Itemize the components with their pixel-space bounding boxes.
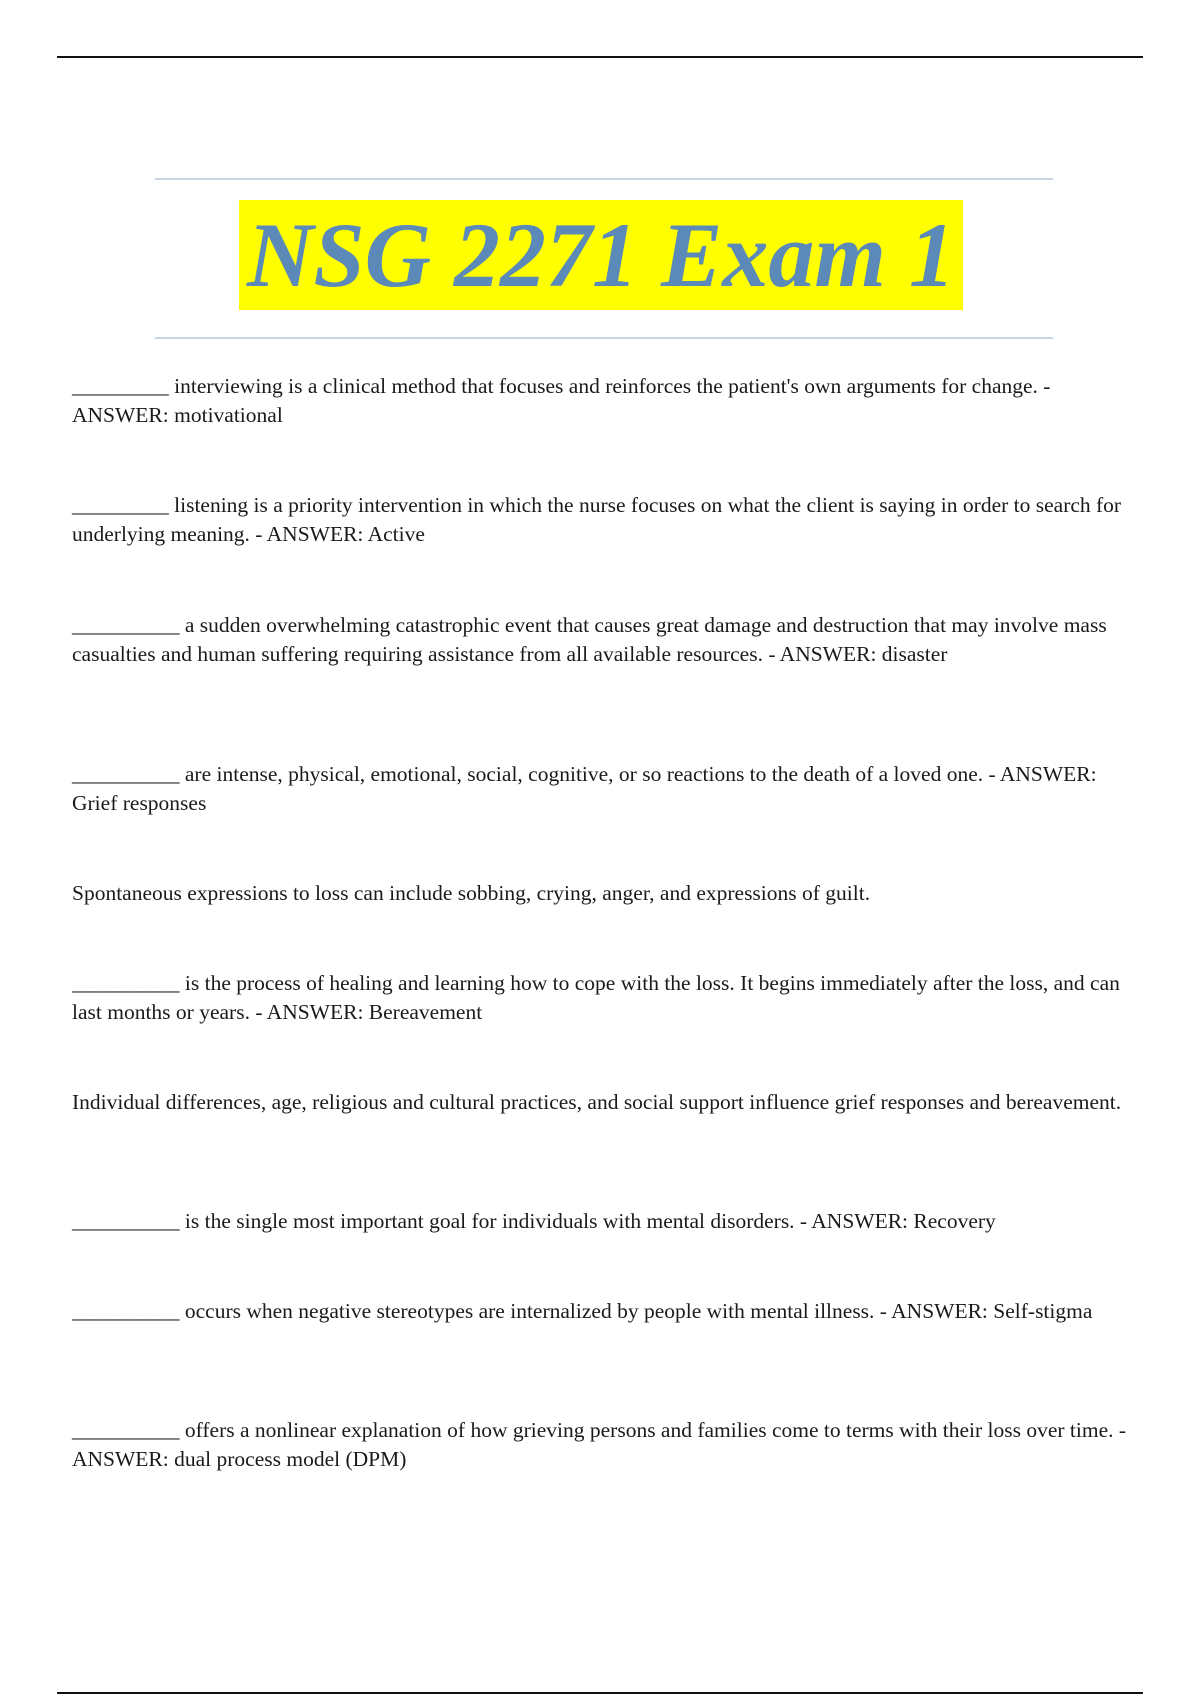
title-highlight [239,200,963,310]
question-entry: __________ offers a nonlinear explanation of how grieving persons and families come to terms with their loss over time. - ANSWER: dual process model (DPM) [72,1418,1127,1471]
question-entry: _________ interviewing is a clinical method that focuses and reinforces the patient's own arguments for change. - ANSWER: motivational [72,374,1051,427]
question-entry: __________ a sudden overwhelming catastrophic event that causes great damage and destruction that may involve mass casualties and human suffering requiring assistance from all available resources. - ANSWER: disaster [72,613,1107,666]
question-entry: __________ occurs when negative stereotypes are internalized by people with mental illness. - ANSWER: Self-stigma [72,1299,1093,1323]
question-entry: __________ are intense, physical, emotional, social, cognitive, or so reactions to the death of a loved one. - ANSWER: Grief responses [72,762,1097,815]
page-top-rule [57,56,1143,58]
statement-entry: Individual differences, age, religious and cultural practices, and social support influence grief responses and bereavement. [72,1090,1122,1114]
question-entry: __________ is the single most important goal for individuals with mental disorders. - ANSWER: Recovery [72,1209,996,1233]
page-bottom-rule [57,1692,1143,1694]
statement-entry: Spontaneous expressions to loss can include sobbing, crying, anger, and expressions of guilt. [72,881,871,905]
title-upper-rule [155,178,1053,180]
title-lower-rule [155,337,1053,339]
question-entry: _________ listening is a priority intervention in which the nurse focuses on what the client is saying in order to search for underlying meaning. - ANSWER: Active [72,493,1122,546]
question-entry: __________ is the process of healing and learning how to cope with the loss. It begins immediately after the loss, and can last months or years. - ANSWER: Bereavement [72,971,1120,1024]
document-title: NSG 2271 Exam 1 [247,204,955,306]
